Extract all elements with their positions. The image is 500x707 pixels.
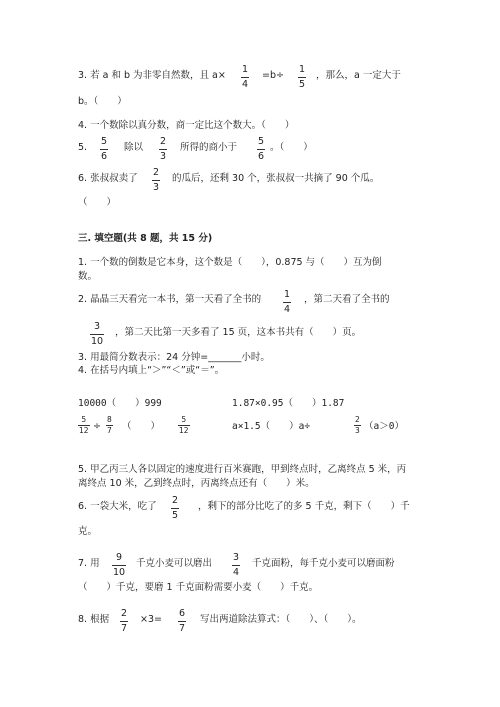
- f1-line-2: 数。: [78, 271, 98, 282]
- f7-text-a: 7. 用: [78, 558, 100, 569]
- q5-fraction-2: 2 3: [160, 136, 167, 162]
- f2-text-b: ，第二天看了全书的: [304, 294, 390, 305]
- f2-fraction-2: 3 10: [91, 321, 104, 347]
- f2-fraction-1: 1 4: [284, 289, 291, 315]
- f4-row2-right: a×1.5（ ）a÷: [232, 421, 311, 432]
- q5-fraction-3: 5 6: [258, 136, 265, 162]
- f4-row2-fraction-4: 2 3: [355, 415, 360, 435]
- q5-text-a: 5.: [78, 142, 88, 153]
- f3-text: 3. 用最简分数表示：24 分钟=_______小时。: [78, 352, 270, 363]
- section-title: 三. 填空题(共 8 题，共 15 分): [78, 233, 213, 244]
- f8-text-b: ×3=: [140, 614, 162, 625]
- q5-text-d: 。（ ）: [270, 142, 313, 153]
- f4-row2-condition: （a＞0）: [364, 421, 404, 432]
- f4-row2-divide: ÷: [93, 421, 101, 432]
- f6-text-a: 6. 一袋大米，吃了: [78, 501, 157, 512]
- q3-line-2: b。（ ）: [78, 96, 127, 107]
- q3-text-a: 3. 若 a 和 b 为非零自然数，且 a×: [78, 70, 226, 81]
- f7-fraction-1: 9 10: [113, 552, 126, 578]
- q6-line-2: （ ）: [78, 197, 117, 208]
- f8-text-c: 写出两道除法算式：（ ）、（ ）。: [200, 614, 362, 625]
- q3-text-b: =b÷: [262, 70, 284, 81]
- f4-title: 4. 在括号内填上“＞”“＜”或“＝”。: [78, 365, 225, 376]
- f6-line-2: 克。: [78, 526, 98, 537]
- q3-fraction-1: 1 4: [242, 64, 249, 90]
- f4-row2-fraction-3: 5 12: [179, 415, 189, 435]
- q6-fraction-1: 2 3: [153, 167, 160, 193]
- q5-text-c: 所得的商小于: [180, 142, 238, 153]
- f4-row2-blank: （ ）: [122, 421, 161, 432]
- f7-fraction-2: 3 4: [233, 552, 240, 578]
- f6-fraction-1: 2 5: [172, 495, 179, 521]
- f4-row1-right: 1.87×0.95（ ）1.87: [232, 398, 345, 409]
- q3-fraction-2: 1 5: [299, 64, 306, 90]
- f6-text-b: ，剩下的部分比吃了的多 5 千克，剩下（ ）千: [198, 501, 410, 512]
- f8-fraction-2: 6 7: [179, 608, 186, 634]
- f7-text-b: 千克小麦可以磨出: [136, 558, 213, 569]
- f4-row2-fraction-1: 5 12: [79, 415, 89, 435]
- f4-row2-fraction-2: 8 7: [107, 415, 112, 435]
- q4-text: 4. 一个数除以真分数，商一定比这个数大。（ ）: [78, 120, 295, 131]
- f7-line-2: （ ）千克，要磨 1 千克面粉需要小麦（ ）千克。: [78, 582, 319, 593]
- f5-line-1: 5. 甲乙丙三人各以固定的速度进行百米赛跑，甲到终点时，乙离终点 5 米，丙: [78, 464, 407, 475]
- q5-text-b: 除以: [124, 142, 144, 153]
- f4-row1-left: 10000（ ）999: [78, 398, 162, 409]
- f7-text-c: 千克面粉，每千克小麦可以磨面粉: [252, 558, 395, 569]
- f2-text-c: ，第二天比第一天多看了 15 页，这本书共有（ ）页。: [115, 327, 362, 338]
- f8-text-a: 8. 根据: [78, 614, 110, 625]
- f5-line-2: 离终点 10 米，乙到终点时，丙离终点还有（ ）米。: [78, 478, 315, 489]
- f1-line-1: 1. 一个数的倒数是它本身，这个数是（ ），0.875 与（ ）互为倒: [78, 257, 382, 268]
- f8-fraction-1: 2 7: [121, 608, 128, 634]
- q5-fraction-1: 5 6: [101, 136, 108, 162]
- q6-text-b: 的瓜后，还剩 30 个，张叔叔一共摘了 90 个瓜。: [172, 173, 380, 184]
- f2-text-a: 2. 晶晶三天看完一本书，第一天看了全书的: [78, 294, 262, 305]
- q6-text-a: 6. 张叔叔卖了: [78, 173, 138, 184]
- q3-text-c: ，那么，a 一定大于: [316, 70, 401, 81]
